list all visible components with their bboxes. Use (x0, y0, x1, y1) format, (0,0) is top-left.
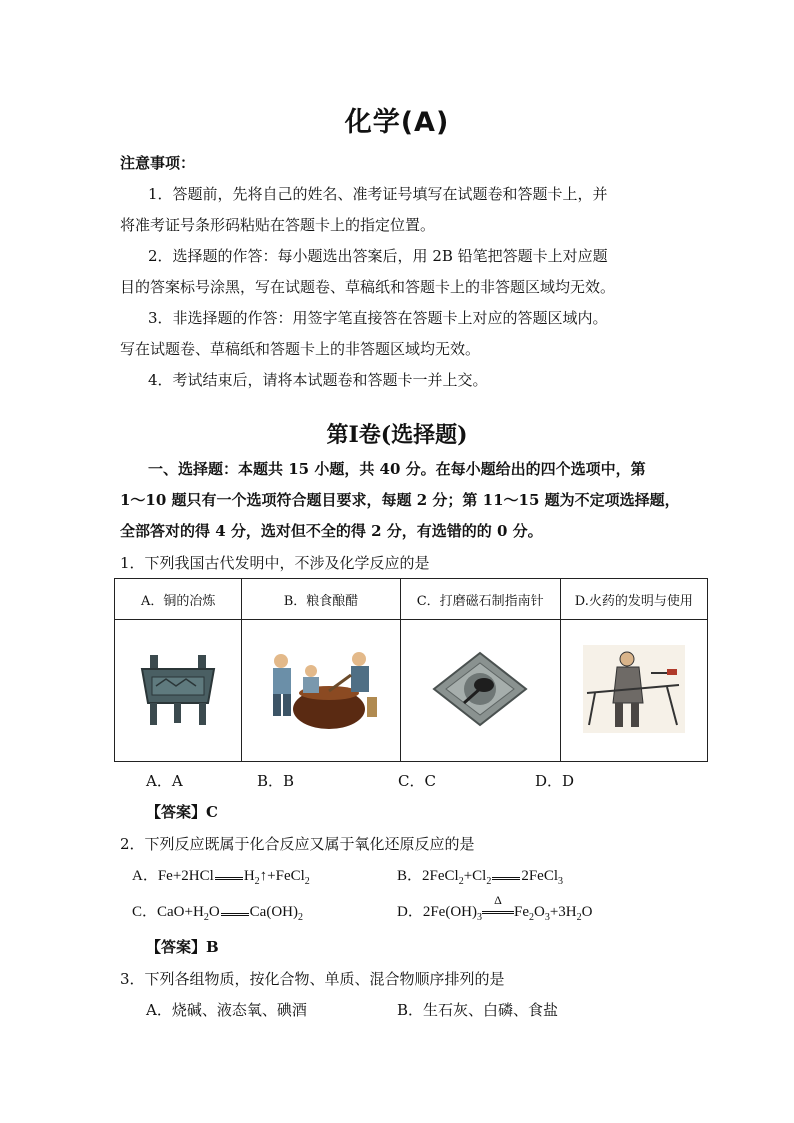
option-label: D． (397, 904, 423, 920)
subscript: 3 (477, 912, 482, 923)
section-intro-line: 全部答对的得 4 分，选对但不全的得 2 分，有选错的的 0 分。 (120, 522, 543, 540)
q1-option-d: D．D (535, 772, 575, 790)
subscript: 2 (576, 912, 582, 923)
q2-option-d (397, 893, 593, 928)
compass-image (430, 649, 530, 729)
subscript: 2 (458, 876, 464, 887)
equals-sign (492, 868, 520, 880)
delta-symbol: Δ (494, 893, 502, 908)
q1-header-d: D.火药的发明与使用 (560, 579, 707, 620)
q2-option-c (132, 902, 303, 928)
notice-line: 1．答题前，先将自己的姓名、准考证号填写在试题卷和答题卡上，并 (148, 185, 608, 203)
q1-image-cell-a (115, 620, 242, 762)
option-label: C． (132, 904, 158, 920)
gunpowder-warrior-image (581, 643, 687, 735)
q1-option-a: A．A (146, 772, 183, 790)
equation-rhs: 2FeCl (521, 868, 559, 884)
equation-rhs: O (581, 904, 593, 920)
q2-option-a (132, 866, 310, 892)
notice-heading: 注意事项： (120, 154, 196, 172)
equation-rhs: +3H (549, 904, 577, 920)
q1-option-c: C．C (398, 772, 436, 790)
subscript: 2 (486, 876, 492, 887)
q3-stem: 3．下列各组物质，按化合物、单质、混合物顺序排列的是 (120, 970, 505, 988)
equation-lhs: +Cl (463, 868, 487, 884)
subscript: 2 (203, 912, 209, 923)
q3-option-b: B．生石灰、白磷、食盐 (397, 1001, 559, 1019)
q1-header-b: B．粮食酿醋 (242, 579, 400, 620)
bronze-ding-image (136, 651, 220, 727)
q1-option-b: B．B (257, 772, 295, 790)
subscript: 3 (558, 876, 564, 887)
q1-options-table (114, 578, 708, 762)
section-intro-line: 一、选择题：本题共 15 小题，共 40 分。在每小题给出的四个选项中，第 (148, 460, 646, 478)
q2-option-b (397, 866, 563, 892)
q1-image-cell-d (560, 620, 707, 762)
notice-line: 3．非选择题的作答：用签字笔直接答在答题卡上对应的答题区域内。 (148, 309, 608, 327)
equation-lhs: 2FeCl (422, 868, 459, 884)
notice-line: 4．考试结束后，请将本试题卷和答题卡一并上交。 (148, 371, 488, 389)
q1-header-a: A．铜的冶炼 (115, 579, 242, 620)
subscript: 3 (544, 912, 550, 923)
notice-line: 2．选择题的作答：每小题选出答案后，用 2B 铅笔把答题卡上对应题 (148, 247, 608, 265)
section-intro-line: 1～10 题只有一个选项符合题目要求，每题 2 分；第 11～15 题为不定项选择题， (120, 491, 680, 509)
q2-answer: 【答案】B (146, 938, 219, 956)
subscript: 2 (529, 912, 534, 923)
notice-line: 将准考证号条形码粘贴在答题卡上的指定位置。 (120, 216, 436, 234)
equation-lhs: CaO+H (157, 904, 204, 920)
q1-header-c: C．打磨磁石制指南针 (400, 579, 560, 620)
equation-lhs: 2Fe(OH) (422, 904, 477, 920)
q1-answer: 【答案】C (146, 803, 218, 821)
q1-stem: 1．下列我国古代发明中，不涉及化学反应的是 (120, 554, 430, 572)
option-label: B． (397, 868, 423, 884)
equation-rhs: O (534, 904, 545, 920)
q3-option-a: A．烧碱、液态氧、碘酒 (146, 1001, 307, 1019)
equals-sign (221, 904, 249, 916)
subscript: 2 (254, 876, 260, 887)
vinegar-brewing-image (259, 647, 383, 731)
equation-lhs: Fe+2HCl (157, 868, 214, 884)
q1-image-cell-b (242, 620, 400, 762)
equals-sign (215, 868, 243, 880)
option-label: A． (132, 868, 158, 884)
equation-rhs: ↑+FeCl (259, 868, 305, 884)
notice-line: 目的答案标号涂黑，写在试题卷、草稿纸和答题卡上的非答题区域均无效。 (120, 278, 616, 296)
equation-rhs: H (243, 868, 255, 884)
page-title: 化学(A) (344, 107, 450, 138)
section-title: 第Ⅰ卷(选择题) (326, 422, 468, 448)
subscript: 2 (297, 912, 303, 923)
subscript: 2 (304, 876, 310, 887)
equation-rhs: Fe (514, 904, 529, 920)
equation-lhs: O (208, 904, 220, 920)
q2-stem: 2．下列反应既属于化合反应又属于氧化还原反应的是 (120, 835, 475, 853)
notice-line: 写在试题卷、草稿纸和答题卡上的非答题区域均无效。 (120, 340, 481, 358)
q1-image-cell-c (400, 620, 560, 762)
equation-rhs: Ca(OH) (249, 904, 298, 920)
heat-condition (482, 893, 514, 914)
